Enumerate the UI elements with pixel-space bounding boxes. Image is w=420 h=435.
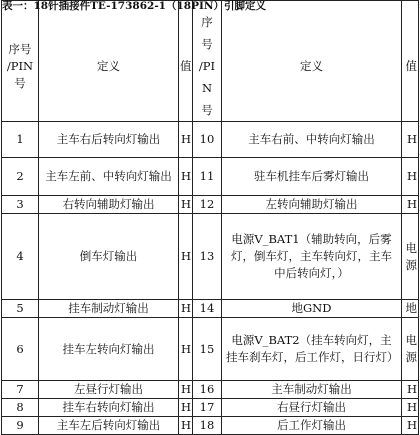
left-val-cell: H (179, 122, 193, 158)
right-def-cell: 驻车机挂车后雾灯输出 (222, 158, 402, 196)
table-header-row (2, 1, 419, 122)
right-val-cell: H (402, 196, 419, 214)
left-def-cell: 挂车右转向灯输出 (39, 399, 179, 417)
left-pin-cell: 5 (2, 300, 39, 318)
left-val-cell: H (179, 300, 193, 318)
right-val-cell: 地 (402, 300, 419, 318)
left-val-cell: H (179, 318, 193, 381)
right-val-cell: H (402, 399, 419, 417)
right-def-cell: 电源V_BAT2（挂车转向灯，主挂车刹车灯，后工作灯，日行灯） (222, 318, 402, 381)
right-def-cell: 电源V_BAT1（辅助转向，后雾灯，倒车灯，主车转向灯，主车中后转向灯，） (222, 214, 402, 300)
right-val-cell: H (402, 158, 419, 196)
table-row (2, 318, 419, 381)
table-row (2, 214, 419, 300)
left-val-cell: H (179, 214, 193, 300)
right-pin-cell: 11 (193, 158, 222, 196)
pin-definition-table (1, 0, 419, 435)
header-right-pin-label: 序 号 /PIN 号 (198, 15, 216, 117)
header-right-val: 值 (402, 1, 419, 122)
right-val-cell: H (402, 122, 419, 158)
header-left-pin-label: 序号 /PIN号 (6, 41, 34, 90)
right-def-cell: 主车制动灯输出 (222, 381, 402, 399)
left-val-cell: H (179, 381, 193, 399)
header-left-def: 定义 (39, 1, 179, 122)
left-def-cell: 挂车左转向灯输出 (39, 318, 179, 381)
right-pin-cell: 17 (193, 399, 222, 417)
right-def-cell: 右昼行灯输出 (222, 399, 402, 417)
table-row (2, 399, 419, 417)
right-def-cell: 地GND (222, 300, 402, 318)
right-pin-cell: 16 (193, 381, 222, 399)
table-row (2, 381, 419, 399)
right-pin-cell: 12 (193, 196, 222, 214)
left-pin-cell: 6 (2, 318, 39, 381)
right-pin-cell: 13 (193, 214, 222, 300)
left-pin-cell: 2 (2, 158, 39, 196)
left-pin-cell: 1 (2, 122, 39, 158)
left-pin-cell: 4 (2, 214, 39, 300)
table-caption: 表一：18针插接件TE-173862-1（18PIN）引脚定义 (2, 0, 266, 12)
right-def-cell: 左转向辅助灯输出 (222, 196, 402, 214)
left-pin-cell: 9 (2, 417, 39, 435)
right-def-cell: 后工作灯输出 (222, 417, 402, 435)
left-val-cell: H (179, 417, 193, 435)
left-pin-cell: 7 (2, 381, 39, 399)
table-row (2, 196, 419, 214)
header-right-pin (193, 1, 222, 122)
right-val-cell: H (402, 417, 419, 435)
right-pin-cell: 14 (193, 300, 222, 318)
right-def-cell: 主车右前、中转向灯输出 (222, 122, 402, 158)
left-def-cell: 主车左前、中转向灯输出 (39, 158, 179, 196)
right-pin-cell: 10 (193, 122, 222, 158)
left-def-cell: 倒车灯输出 (39, 214, 179, 300)
table-row (2, 300, 419, 318)
left-def-cell: 主车左后转向灯输出 (39, 417, 179, 435)
left-val-cell: H (179, 196, 193, 214)
right-pin-cell: 15 (193, 318, 222, 381)
left-def-cell: 挂车制动灯输出 (39, 300, 179, 318)
header-right-def: 定义 (222, 1, 402, 122)
left-pin-cell: 8 (2, 399, 39, 417)
left-def-cell: 左昼行灯输出 (39, 381, 179, 399)
left-def-cell: 主车右后转向灯输出 (39, 122, 179, 158)
header-left-val: 值 (179, 1, 193, 122)
right-val-cell: H (402, 381, 419, 399)
table-row (2, 122, 419, 158)
left-pin-cell: 3 (2, 196, 39, 214)
left-def-cell: 右转向辅助灯输出 (39, 196, 179, 214)
table-row (2, 417, 419, 435)
right-val-cell: 电源 (402, 214, 419, 300)
right-pin-cell: 18 (193, 417, 222, 435)
right-val-cell: 电源 (402, 318, 419, 381)
table-row (2, 158, 419, 196)
header-left-pin (2, 1, 39, 122)
left-val-cell: H (179, 399, 193, 417)
left-val-cell: H (179, 158, 193, 196)
